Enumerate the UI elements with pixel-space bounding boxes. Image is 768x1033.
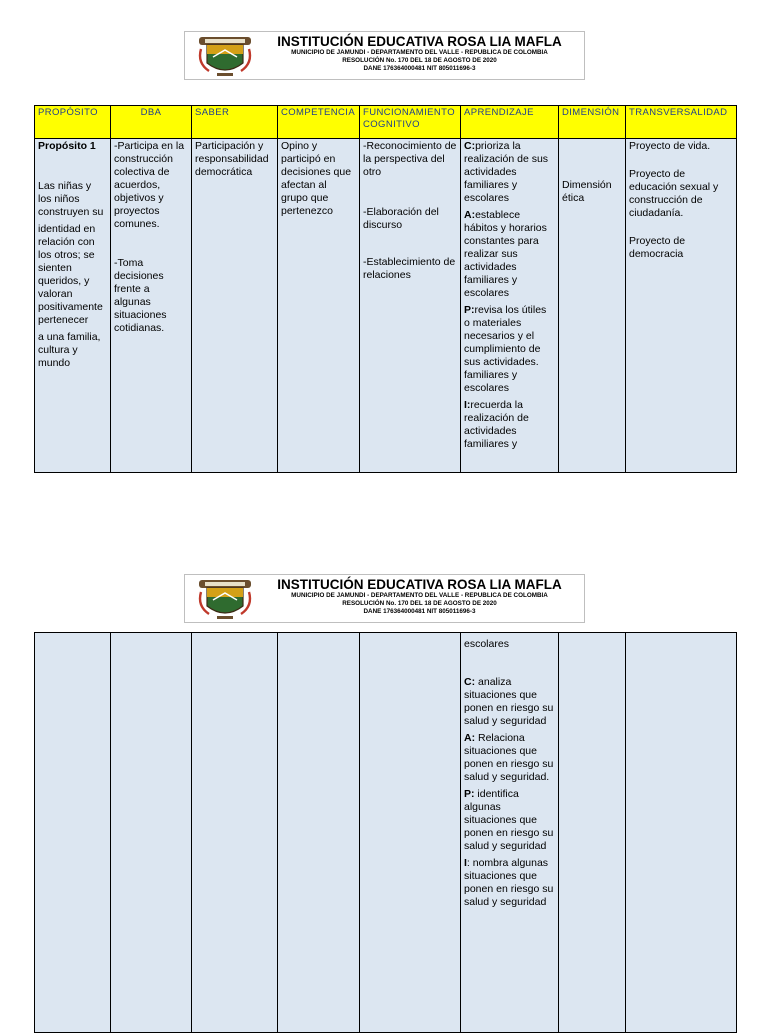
cell-dba-cont xyxy=(111,633,192,1033)
aprendizaje-key: A: xyxy=(464,732,476,744)
col-header-funcionamiento: FUNCIONAMIENTO COGNITIVO xyxy=(360,106,461,139)
col-header-dimension: DIMENSIÓN xyxy=(559,106,626,139)
col-header-dba: DBA xyxy=(111,106,192,139)
transversalidad-item-2: Proyecto de educación sexual y construcción de ciudadanía. xyxy=(629,168,719,219)
institution-location: MUNICIPIO DE JAMUNDI - DEPARTAMENTO DEL VALLE - REPUBLICA DE COLOMBIA xyxy=(291,592,548,599)
school-crest-logo xyxy=(195,35,255,79)
dba-item-2: -Toma decisiones frente a algunas situaciones cotidianas. xyxy=(114,257,167,334)
col-header-transversalidad: TRANSVERSALIDAD xyxy=(626,106,737,139)
col-header-proposito: PROPÓSITO xyxy=(35,106,111,139)
aprendizaje-text: establece hábitos y horarios constantes para realizar sus actividades familiares y escolares xyxy=(464,209,547,299)
institution-dane-nit: DANE 176364000481 NIT 805011696-3 xyxy=(363,65,476,72)
cell-dba xyxy=(111,139,192,473)
aprendizaje-p-2 xyxy=(464,788,555,853)
school-crest-logo xyxy=(195,578,255,622)
aprendizaje-c xyxy=(464,140,555,205)
aprendizaje-p xyxy=(464,304,555,395)
aprendizaje-key: P: xyxy=(464,788,475,800)
cell-dimension xyxy=(559,139,626,473)
aprendizaje-key: I: xyxy=(464,399,471,411)
aprendizaje-key: P: xyxy=(464,304,475,316)
funcionamiento-item-2: -Elaboración del discurso xyxy=(363,206,439,231)
cell-transversalidad xyxy=(626,139,737,473)
aprendizaje-text: Relaciona situaciones que ponen en riesgo su salud y seguridad. xyxy=(464,732,554,783)
cell-saber-cont xyxy=(192,633,278,1033)
cell-saber: Participación y responsabilidad democrática xyxy=(192,139,278,473)
aprendizaje-text: revisa los útiles o materiales necesarios y el cumplimiento de sus actividades. familiares y escolares xyxy=(464,304,547,394)
aprendizaje-text: prioriza la realización de sus actividades familiares y escolares xyxy=(464,140,549,204)
funcionamiento-item-3: -Establecimiento de relaciones xyxy=(363,256,456,281)
aprendizaje-key: I xyxy=(464,857,467,869)
aprendizaje-a xyxy=(464,209,555,300)
table-row xyxy=(35,633,737,1033)
cell-dimension-cont xyxy=(559,633,626,1033)
cell-funcionamiento xyxy=(360,139,461,473)
curriculum-table-page-1 xyxy=(34,105,737,473)
transversalidad-item-1: Proyecto de vida. xyxy=(629,140,711,152)
dimension-text: Dimensión ética xyxy=(562,179,612,204)
cell-aprendizaje xyxy=(461,139,559,473)
proposito-text-3: a una familia, cultura y mundo xyxy=(38,331,101,369)
aprendizaje-continuation: escolares xyxy=(464,638,509,650)
institution-dane-nit: DANE 176364000481 NIT 805011696-3 xyxy=(363,608,476,615)
cell-aprendizaje-cont xyxy=(461,633,559,1033)
cell-funcionamiento-cont xyxy=(360,633,461,1033)
proposito-title: Propósito 1 xyxy=(38,140,96,152)
aprendizaje-c-2 xyxy=(464,676,555,728)
institution-title: INSTITUCIÓN EDUCATIVA ROSA LIA MAFLA xyxy=(277,34,562,49)
aprendizaje-key: C: xyxy=(464,676,476,688)
col-header-aprendizaje: APRENDIZAJE xyxy=(461,106,559,139)
col-header-saber: SABER xyxy=(192,106,278,139)
table-row xyxy=(35,139,737,473)
dba-item-1: -Participa en la construcción colectiva de acuerdos, objetivos y proyectos comunes. xyxy=(114,140,185,230)
proposito-text-1: Las niñas y los niños construyen su xyxy=(38,180,104,218)
table-header-row xyxy=(35,106,737,139)
aprendizaje-a-2 xyxy=(464,732,555,784)
cell-competencia: Opino y participó en decisiones que afectan al grupo que pertenezco xyxy=(278,139,360,473)
institution-resolution: RESOLUCIÓN No. 170 DEL 18 DE AGOSTO DE 2020 xyxy=(342,57,497,64)
aprendizaje-i-2 xyxy=(464,857,555,909)
aprendizaje-text: recuerda la realización de actividades familiares y xyxy=(464,399,529,450)
aprendizaje-i xyxy=(464,399,555,451)
cell-proposito xyxy=(35,139,111,473)
cell-proposito-cont xyxy=(35,633,111,1033)
aprendizaje-text: : nombra algunas situaciones que ponen en riesgo su salud y seguridad xyxy=(464,857,554,908)
cell-competencia-cont xyxy=(278,633,360,1033)
funcionamiento-item-1: -Reconocimiento de la perspectiva del otro xyxy=(363,140,457,178)
institution-resolution: RESOLUCIÓN No. 170 DEL 18 DE AGOSTO DE 2020 xyxy=(342,600,497,607)
proposito-text-2: identidad en relación con los otros; se sienten queridos, y valoran positivamente pertenecer xyxy=(38,223,103,326)
aprendizaje-key: C: xyxy=(464,140,476,152)
aprendizaje-key: A: xyxy=(464,209,476,221)
aprendizaje-text: identifica algunas situaciones que ponen en riesgo su salud y seguridad xyxy=(464,788,554,852)
aprendizaje-text: analiza situaciones que ponen en riesgo su salud y seguridad xyxy=(464,676,554,727)
page-header-2 xyxy=(184,574,585,623)
transversalidad-item-3: Proyecto de democracia xyxy=(629,235,686,260)
institution-location: MUNICIPIO DE JAMUNDI - DEPARTAMENTO DEL VALLE - REPUBLICA DE COLOMBIA xyxy=(291,49,548,56)
curriculum-table-page-2 xyxy=(34,632,737,1033)
institution-title: INSTITUCIÓN EDUCATIVA ROSA LIA MAFLA xyxy=(277,577,562,592)
page-header xyxy=(184,31,585,80)
cell-transversalidad-cont xyxy=(626,633,737,1033)
col-header-competencia: COMPETENCIA xyxy=(278,106,360,139)
